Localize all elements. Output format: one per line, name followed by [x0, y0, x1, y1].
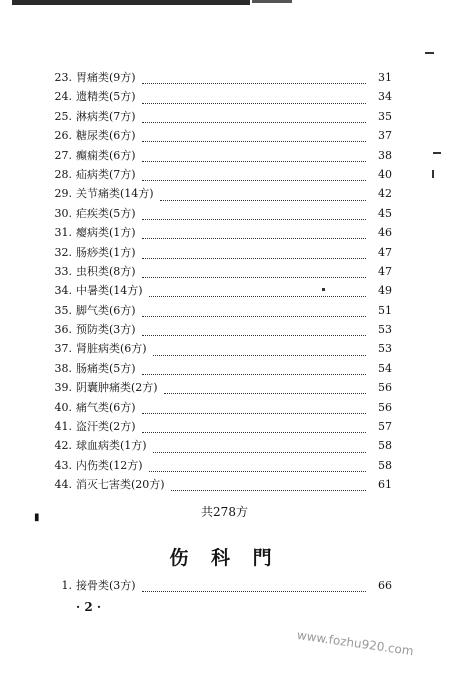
toc-entry-number: 34. [54, 284, 72, 298]
toc-entry[interactable] [48, 262, 392, 281]
scan-blot: ▮ [34, 512, 40, 523]
toc-entry-number: 39. [54, 381, 72, 395]
toc-entry-page: 54 [378, 361, 392, 375]
toc-entry-number: 26. [54, 129, 72, 143]
toc-entry-title: 淋病类(7方) [76, 109, 136, 123]
toc-entry-title: 肠痛类(5方) [76, 361, 136, 375]
toc-entry[interactable] [48, 320, 392, 339]
toc-entry[interactable] [48, 223, 392, 242]
toc-entry[interactable] [48, 87, 392, 106]
toc-entry-page: 37 [378, 129, 392, 143]
toc-entry-number: 38. [54, 361, 72, 375]
toc-entry-page: 56 [378, 400, 392, 414]
toc-entry-page: 58 [378, 458, 392, 472]
toc-entry-title: 预防类(3方) [76, 323, 136, 337]
toc-entry-page: 53 [378, 323, 392, 337]
toc-entry-number: 44. [54, 478, 72, 492]
scan-speck [432, 170, 434, 178]
toc-entry-page: 61 [378, 478, 392, 492]
leader-dots [142, 133, 366, 142]
toc-entry-number: 1. [61, 579, 72, 592]
toc-entry[interactable] [48, 398, 392, 417]
leader-dots [142, 424, 366, 433]
toc-entry-number: 31. [54, 226, 72, 240]
toc-entry-page: 51 [378, 303, 392, 317]
toc-entry-number: 33. [54, 264, 72, 278]
toc-entry-page: 57 [378, 420, 392, 434]
toc-entry-page: 34 [378, 90, 392, 104]
toc-entry-page: 58 [378, 439, 392, 453]
toc-entry[interactable] [48, 456, 392, 475]
toc-entry-title: 球血病类(1方) [76, 439, 147, 453]
leader-dots [142, 327, 366, 336]
toc-entry[interactable] [48, 475, 392, 494]
toc-entry-title: 脚气类(6方) [76, 303, 136, 317]
toc-entry[interactable] [48, 436, 392, 455]
toc-entry-number: 32. [54, 245, 72, 259]
toc-entry[interactable] [48, 107, 392, 126]
leader-dots [142, 153, 366, 162]
toc-entry-page: 53 [378, 342, 392, 356]
toc-entry-page: 47 [378, 245, 392, 259]
toc-entry[interactable] [48, 378, 392, 397]
toc-entry-number: 41. [54, 420, 72, 434]
toc-entry-title: 遗精类(5方) [76, 90, 136, 104]
toc-entry-title: 肾脏病类(6方) [76, 342, 147, 356]
toc-entry-page: 38 [378, 148, 392, 162]
toc-entry-title: 虫积类(8方) [76, 264, 136, 278]
leader-dots [142, 269, 366, 278]
leader-dots [142, 211, 366, 220]
toc-entry-title: 疟疾类(5方) [76, 206, 136, 220]
toc-entry-title: 内伤类(12方) [76, 458, 143, 472]
toc-entry-page: 42 [378, 187, 392, 201]
toc-entry[interactable] [48, 68, 392, 87]
toc-entry-number: 35. [54, 303, 72, 317]
toc-entry[interactable] [48, 165, 392, 184]
scan-edge-mark [12, 0, 250, 5]
toc-entry-title: 肠痧类(1方) [76, 245, 136, 259]
toc-entry-title: 瘿病类(1方) [76, 226, 136, 240]
toc-entry-number: 28. [54, 167, 72, 181]
toc-entry-title: 疝病类(7方) [76, 167, 136, 181]
toc-entry-number: 43. [54, 458, 72, 472]
toc-entry[interactable] [48, 576, 392, 595]
scan-speck [322, 288, 325, 291]
toc-entry-page: 56 [378, 381, 392, 395]
leader-dots [142, 405, 366, 414]
leader-dots [142, 583, 366, 592]
leader-dots [142, 366, 366, 375]
leader-dots [160, 192, 366, 201]
toc-entry[interactable] [48, 184, 392, 203]
leader-dots [142, 95, 366, 104]
toc-entry[interactable] [48, 146, 392, 165]
leader-dots [149, 463, 366, 472]
toc-entry-title: 接骨类(3方) [76, 579, 136, 592]
toc-entry-number: 36. [54, 323, 72, 337]
toc-entry-page: 49 [378, 284, 392, 298]
toc-entry-page: 31 [378, 71, 392, 84]
toc-entry-title: 盗汗类(2方) [76, 420, 136, 434]
toc-entry-number: 37. [54, 342, 72, 356]
toc-entry-page: 45 [378, 206, 392, 220]
leader-dots [164, 385, 366, 394]
toc-entry[interactable] [48, 301, 392, 320]
toc-entry[interactable] [48, 243, 392, 262]
toc-entry-number: 42. [54, 439, 72, 453]
scan-edge-mark-2 [252, 0, 292, 3]
leader-dots [142, 250, 366, 259]
toc-entry-page: 40 [378, 167, 392, 181]
toc-entry-page: 46 [378, 226, 392, 240]
leader-dots [171, 482, 366, 491]
toc-entry-number: 27. [54, 148, 72, 162]
toc-entry-page: 35 [378, 109, 392, 123]
toc-entry-number: 23. [54, 71, 72, 84]
leader-dots [153, 347, 366, 356]
toc-entry-title: 消灭七害类(20方) [76, 478, 165, 492]
toc-entry-title: 痛气类(6方) [76, 400, 136, 414]
leader-dots [153, 444, 366, 453]
toc-entry-number: 40. [54, 400, 72, 414]
toc-entry-page: 47 [378, 264, 392, 278]
toc-entry-title: 胃痛类(9方) [76, 71, 136, 84]
table-of-contents [48, 68, 392, 495]
leader-dots [142, 308, 366, 317]
toc-entry-number: 25. [54, 109, 72, 123]
scan-speck [433, 152, 441, 154]
toc-entry-page: 66 [378, 579, 392, 592]
toc-entry[interactable] [48, 417, 392, 436]
toc-entry-title: 癫痫类(6方) [76, 148, 136, 162]
toc-entry-number: 24. [54, 90, 72, 104]
page-number: · 2 · [76, 600, 102, 614]
watermark: www.fozhu920.com [296, 628, 415, 659]
leader-dots [149, 288, 366, 297]
section-entries [48, 576, 392, 595]
toc-entry-title: 中暑类(14方) [76, 284, 143, 298]
toc-entry[interactable] [48, 339, 392, 358]
toc-entry[interactable] [48, 281, 392, 300]
toc-entry[interactable] [48, 359, 392, 378]
leader-dots [142, 114, 366, 123]
toc-entry[interactable] [48, 204, 392, 223]
toc-entry-number: 30. [54, 206, 72, 220]
toc-entry-title: 阴囊肿痛类(2方) [76, 381, 158, 395]
toc-entry[interactable] [48, 126, 392, 145]
toc-total: 共278方 [201, 505, 248, 519]
toc-entry-title: 关节痛类(14方) [76, 187, 154, 201]
section-heading: 伤 科 門 [169, 547, 280, 569]
scan-speck [425, 52, 434, 54]
toc-entry-title: 糖尿类(6方) [76, 129, 136, 143]
leader-dots [142, 230, 366, 239]
toc-entry-number: 29. [54, 187, 72, 201]
leader-dots [142, 75, 366, 84]
leader-dots [142, 172, 366, 181]
